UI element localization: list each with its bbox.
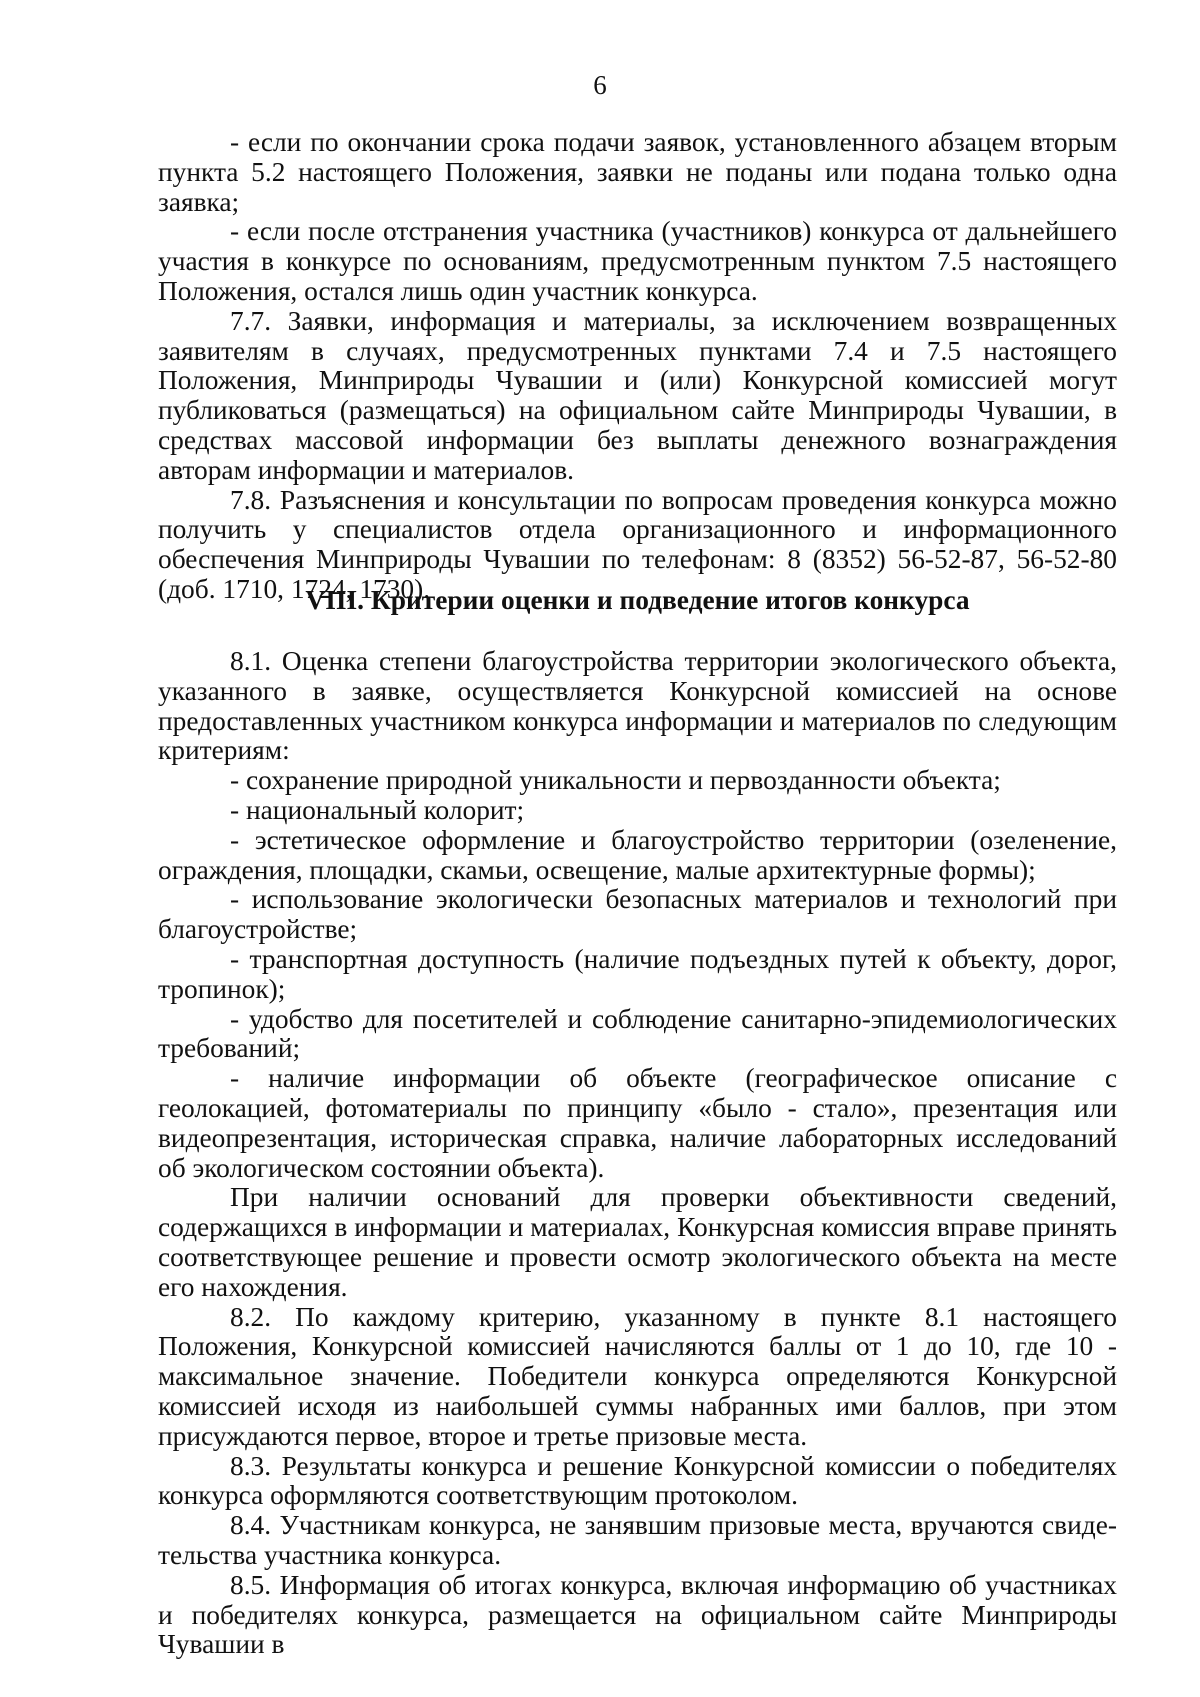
- text-block-top: [158, 128, 1117, 605]
- paragraph: - сохранение природной уникальности и первозданности объекта;: [230, 765, 1001, 796]
- paragraph: - эстетическое оформление и благоустройство территории (озеленение, ограждения, площадки, скамьи, освещение, малые архитектурные формы);: [158, 824, 1117, 885]
- paragraph: - национальный колорит;: [230, 794, 525, 825]
- paragraph: 8.4. Участникам конкурса, не занявшим призовые места, вручаются свидетельства участника конкурса.: [158, 1510, 1117, 1570]
- paragraph: 8.3. Результаты конкурса и решение Конкурсной комиссии о победителях конкурса оформляются соответствующим протоколом.: [158, 1450, 1117, 1511]
- paragraph: - если по окончании срока подачи заявок, установленного абзацем вторым пункта 5.2 настоящего Положения, заявки не поданы или подана только одна заявка;: [158, 127, 1117, 217]
- paragraph: 7.8. Разъяснения и консультации по вопросам проведения конкурса можно получить у специалистов отдела организационного и информационного обеспечения Минприроды Чувашии по телефонам: 8 (8352) 56-52-87, 56-52-80 (доб. 1710, 1724, 1730).: [158, 484, 1117, 604]
- paragraph: 8.1. Оценка степени благоустройства территории экологического объекта, указанного в заявке, осуществляется Конкурсной комиссией на основе предоставленных участником конкурса информации и материалов по следующим критериям:: [158, 646, 1117, 766]
- paragraph: - если после отстранения участника (участников) конкурса от дальнейшего участия в конкурсе по основаниям, предусмотренным пунктом 7.5 настоящего Положения, остался лишь один участник конкурса.: [158, 216, 1117, 306]
- page-number: 6: [593, 70, 607, 100]
- paragraph: 8.5. Информация об итогах конкурса, включая информацию об участниках и победителях конкурса, размещается на официальном сайте Минприроды Чувашии в: [158, 1569, 1117, 1660]
- section-heading: VIII. Критерии оценки и подведение итогов конкурса: [305, 585, 970, 615]
- paragraph: При наличии оснований для проверки объективности сведений, содержащихся в информации и материалах, Конкурсная комиссия вправе принять соответствующее решение и провести осмотр экологического объекта на месте его нахождения.: [158, 1182, 1117, 1302]
- paragraph: - наличие информации об объекте (географическое описание с геолокацией, фотоматериалы по принципу «было - стало», презентация или видеопрезентация, историческая справка, наличие лабораторных исследований об экологическом состоянии объекта).: [158, 1063, 1117, 1183]
- paragraph: 8.2. По каждому критерию, указанному в пункте 8.1 настоящего Положения, Конкурсной комиссией начисляются баллы от 1 до 10, где 10 - максимальное значение. Победители конкурса определяются Конкурсной комиссией исходя из наибольшей суммы набранных ими баллов, при этом присуждаются первое, второе и третье призовые места.: [158, 1301, 1117, 1451]
- paragraph: - удобство для посетителей и соблюдение санитарно-эпидемиологических требований;: [158, 1003, 1117, 1064]
- paragraph: - транспортная доступность (наличие подъездных путей к объекту, дорог, тропинок);: [158, 943, 1117, 1004]
- paragraph: - использование экологически безопасных материалов и технологий при благоустройстве;: [158, 884, 1117, 945]
- paragraph: 7.7. Заявки, информация и материалы, за исключением возвращенных заявителям в случаях, предусмотренных пунктами 7.4 и 7.5 настоящего Положения, Минприроды Чувашии и (или) Конкурсной комиссией могут публиковаться (размещаться) на официальном сайте Минприроды Чувашии, в средствах массовой информации без выплаты денежного вознаграждения авторам информации и материалов.: [158, 305, 1117, 485]
- text-block-bottom: [158, 647, 1117, 1660]
